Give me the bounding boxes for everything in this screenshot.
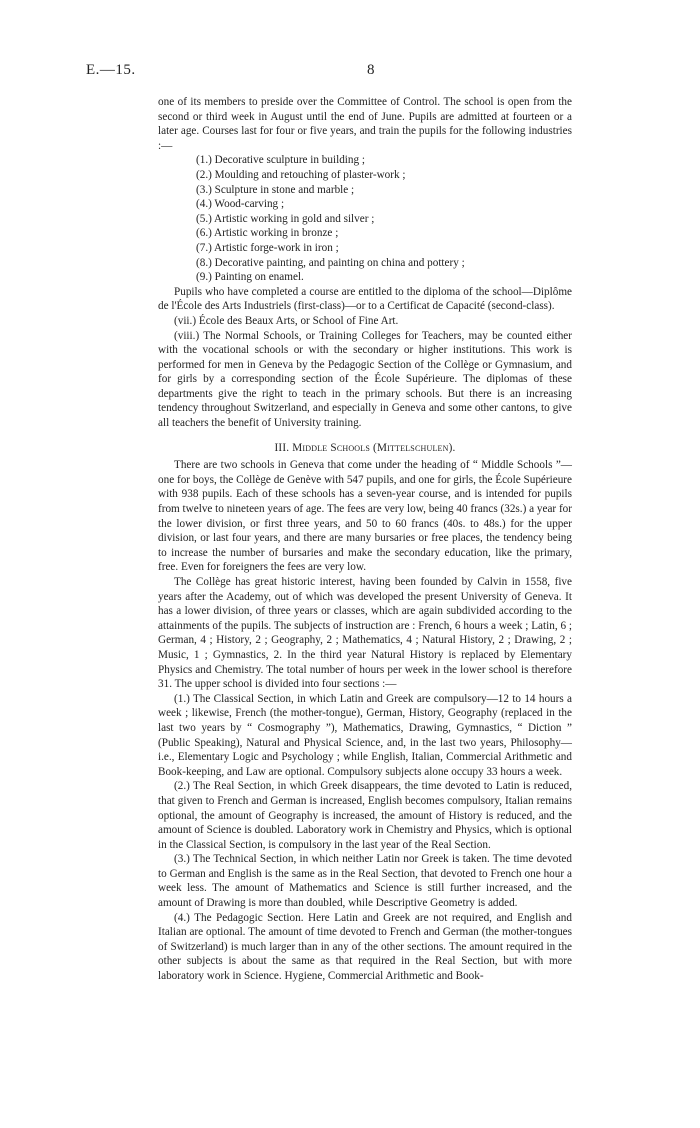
page-number: 8	[367, 62, 375, 78]
section-heading: III. Middle Schools (Mittelschulen).	[274, 441, 456, 454]
intro-paragraph: one of its members to preside over the Committee of Control. The school is open from the second or third week in August until the end of June. Pupils are admitted at fourteen or a later age. Courses last for four or five years, and train the pupils for the following industries :—	[158, 96, 572, 152]
classical-section-paragraph: (1.) The Classical Section, in which Latin and Greek are compulsory—12 to 14 hours a week ; likewise, French (the mother-tongue), German, History, Geography (replaced in the last two years by “ Cosmography ”), Mathematics, Drawing, Gymnastics, “ Diction ” (Public Speaking), Natural and Physical Science, and, in the last two years, Philosophy—i.e., Elementary Logic and Psychology ; while English, Italian, Commercial Arithmetic and Book-keeping, and Law are optional. Compulsory subjects alone occupy 33 hours a week.	[158, 692, 572, 778]
list-item: (1.) Decorative sculpture in building ;	[196, 154, 366, 167]
item-viii: (viii.) The Normal Schools, or Training Colleges for Teachers, may be counted either with the vocational schools or with the secondary or higher institutions. This work is performed for men in Geneva by the Pedagogic Section of the Collège or Gymnasium, and for girls by a corresponding section of the École Supérieure. The diplomas of these departments give the right to teach in the primary schools. But there is an increasing tendency throughout Switzerland, and especially in Geneva and some other cantons, to give all teachers the benefit of University training.	[158, 329, 572, 430]
list-item: (4.) Wood-carving ;	[196, 198, 285, 211]
college-paragraph: The Collège has great historic interest, having been founded by Calvin in 1558, five years after the Academy, out of which was developed the present University of Geneva. It has a lower division, of three years or classes, which are again subdivided according to the attainments of the pupils. The subjects of instruction are : French, 6 hours a week ; Latin, 6 ; German, 4 ; History, 2 ; Geography, 2 ; Mathematics, 4 ; Natural History, 2 ; Drawing, 2 ; Music, 1 ; Gymnastics, 2. In the third year Natural History is replaced by Elementary Physics and Chemistry. The total number of hours per week in the lower school is therefore 31. The upper school is divided into four sections :—	[158, 576, 572, 691]
item-vii: (vii.) École des Beaux Arts, or School of Fine Art.	[174, 314, 399, 327]
middle-schools-paragraph: There are two schools in Geneva that come under the heading of “ Middle Schools ”—one for boys, the Collège de Genève with 547 pupils, and one for girls, the École Supérieure with 938 pupils. Each of these schools has a seven-year course, and is intended for pupils from twelve to nineteen years of age. The fees are very low, being 40 francs (32s.) a year for the lower division, or first three years, and 50 to 60 francs (40s. to 48s.) for the upper division, or last four years, and there are many bursaries or free places, the tendency being to increase the number of bursaries and make the secondary education, like the primary, free. Even for foreigners the fees are very low.	[158, 459, 572, 574]
real-section-paragraph: (2.) The Real Section, in which Greek disappears, the time devoted to Latin is reduced, that given to French and German is increased, English becomes compulsory, Italian remains optional, the amount of Geography is increased, the amount of History is reduced, and the amount of Science is doubled. Laboratory work in Chemistry and Physics, which is optional in the Classical Section, is compulsory in the last year of the Real Section.	[158, 780, 572, 851]
technical-section-paragraph: (3.) The Technical Section, in which neither Latin nor Greek is taken. The time devoted to German and English is the same as in the Real Section, that devoted to French one hour a week less. The amount of Mathematics and Science is still further increased, and the amount of Drawing is more than doubled, while Descriptive Geometry is added.	[158, 853, 572, 910]
industries-list	[158, 153, 572, 284]
list-item: (8.) Decorative painting, and painting on china and pottery ;	[196, 256, 465, 269]
list-item: (3.) Sculpture in stone and marble ;	[196, 183, 355, 196]
diploma-paragraph: Pupils who have completed a course are entitled to the diploma of the school—Diplôme de l'École des Arts Industriels (first-class)—or to a Certificat de Capacité (second-class).	[158, 285, 572, 313]
list-item: (9.) Painting on enamel.	[196, 271, 304, 284]
body-text	[158, 95, 572, 984]
list-item: (2.) Moulding and retouching of plaster-work ;	[196, 168, 406, 181]
page-reference: E.—15.	[86, 62, 136, 78]
list-item: (7.) Artistic forge-work in iron ;	[196, 241, 339, 254]
pedagogic-section-paragraph: (4.) The Pedagogic Section. Here Latin and Greek are not required, and English and Italian are optional. The amount of time devoted to French and German (the mother-tongues of Switzerland) is much larger than in any of the other sections. The amount required in the other subjects is about the same as that required in the Real Section, but with more laboratory work in Science. Hygiene, Commercial Arithmetic and Book-	[158, 911, 572, 983]
list-item: (5.) Artistic working in gold and silver ;	[196, 212, 375, 225]
list-item: (6.) Artistic working in bronze ;	[196, 227, 339, 240]
